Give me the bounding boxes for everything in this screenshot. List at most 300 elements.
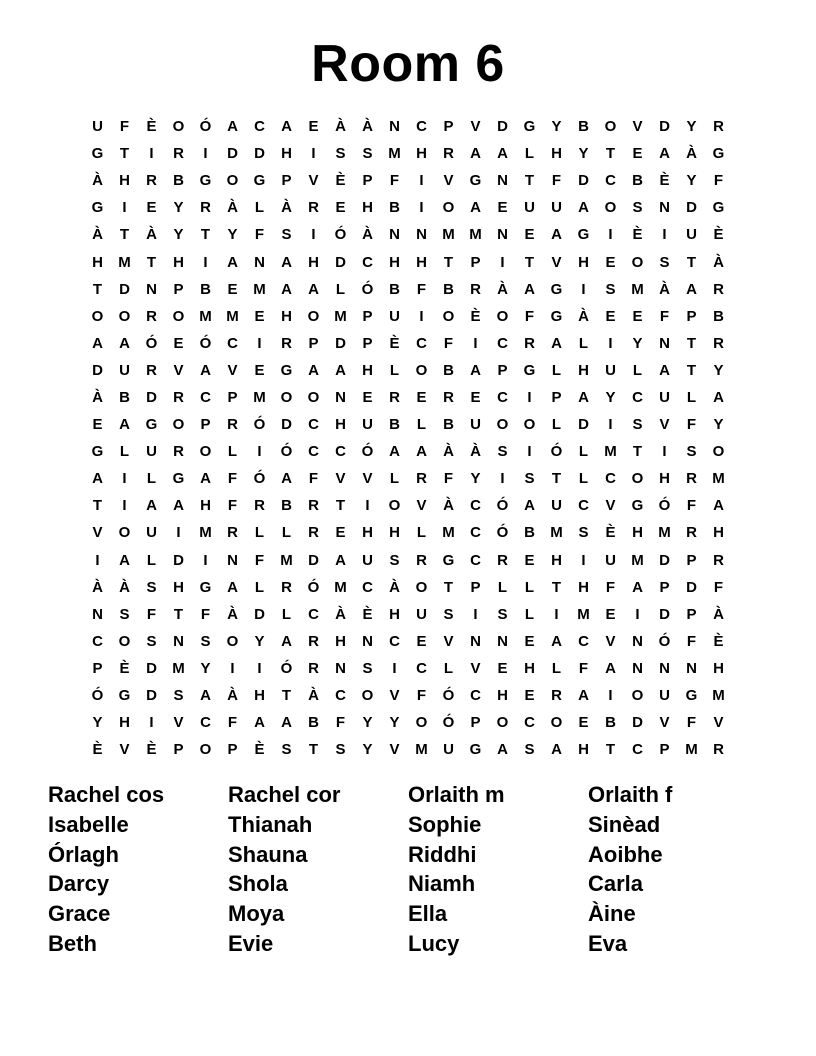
grid-letter: B <box>200 280 211 298</box>
grid-letter: A <box>200 470 211 488</box>
grid-letter: È <box>659 172 670 190</box>
grid-letter: V <box>443 172 454 190</box>
grid-letter: H <box>173 578 184 596</box>
grid-letter: I <box>257 443 262 461</box>
grid-letter: S <box>281 226 292 244</box>
grid-letter: R <box>470 280 481 298</box>
grid-letter: P <box>173 741 184 759</box>
grid-letter: L <box>281 524 292 542</box>
grid-letter: È <box>632 226 643 244</box>
grid-letter: A <box>281 714 292 732</box>
grid-letter: C <box>254 118 265 136</box>
grid-letter: E <box>362 388 373 406</box>
grid-row <box>84 655 732 682</box>
grid-letter: A <box>686 280 697 298</box>
grid-letter: I <box>473 334 478 352</box>
grid-letter: H <box>335 632 346 650</box>
grid-letter: R <box>713 334 724 352</box>
grid-letter: O <box>118 524 131 542</box>
grid-letter: O <box>712 443 725 461</box>
word-list-item: Shola <box>228 871 288 897</box>
grid-letter: P <box>659 741 670 759</box>
grid-letter: T <box>200 226 211 244</box>
grid-letter: C <box>308 443 319 461</box>
grid-letter: A <box>146 497 157 515</box>
grid-letter: E <box>92 416 103 434</box>
grid-letter: O <box>523 416 536 434</box>
grid-letter: H <box>416 253 427 271</box>
grid-letter: V <box>605 497 616 515</box>
grid-letter: M <box>442 524 455 542</box>
grid-letter: P <box>200 416 211 434</box>
grid-letter: R <box>308 497 319 515</box>
grid-letter: U <box>119 361 130 379</box>
grid-letter: U <box>524 199 535 217</box>
grid-letter: Ó <box>658 632 671 650</box>
grid-letter: A <box>470 199 481 217</box>
grid-letter: G <box>550 307 563 325</box>
grid-letter: M <box>577 605 590 623</box>
grid-letter: D <box>335 334 346 352</box>
grid-letter: À <box>227 605 238 623</box>
grid-letter: D <box>632 714 643 732</box>
grid-letter: M <box>712 687 725 705</box>
grid-letter: V <box>389 687 400 705</box>
grid-letter: F <box>254 551 265 569</box>
grid-letter: T <box>686 334 697 352</box>
grid-letter: F <box>686 497 697 515</box>
grid-letter: O <box>361 687 374 705</box>
grid-letter: O <box>415 714 428 732</box>
grid-letter: O <box>118 632 131 650</box>
grid-letter: C <box>389 632 400 650</box>
grid-row <box>84 357 732 384</box>
word-list-item: Orlaith m <box>408 782 505 807</box>
grid-letter: F <box>227 714 238 732</box>
grid-letter: È <box>389 334 400 352</box>
grid-letter: A <box>389 443 400 461</box>
grid-letter: E <box>605 307 616 325</box>
grid-letter: E <box>146 199 157 217</box>
grid-letter: Y <box>173 199 184 217</box>
grid-letter: B <box>632 172 643 190</box>
grid-letter: V <box>173 361 184 379</box>
grid-letter: F <box>443 334 454 352</box>
grid-letter: À <box>362 226 373 244</box>
grid-letter: À <box>713 605 724 623</box>
grid-letter: À <box>146 226 157 244</box>
grid-letter: S <box>389 551 400 569</box>
grid-letter: C <box>578 632 589 650</box>
grid-letter: V <box>659 714 670 732</box>
grid-letter: D <box>578 172 589 190</box>
grid-letter: A <box>92 334 103 352</box>
grid-letter: I <box>203 253 208 271</box>
grid-letter: I <box>500 470 505 488</box>
grid-letter: T <box>119 145 130 163</box>
grid-letter: B <box>713 307 724 325</box>
grid-letter: D <box>497 118 508 136</box>
grid-letter: I <box>608 687 613 705</box>
grid-letter: T <box>524 172 535 190</box>
grid-letter: F <box>686 416 697 434</box>
grid-letter: D <box>173 551 184 569</box>
grid-letter: C <box>605 470 616 488</box>
grid-letter: N <box>227 551 238 569</box>
grid-letter: Ó <box>199 118 212 136</box>
grid-letter: À <box>389 578 400 596</box>
grid-letter: B <box>389 416 400 434</box>
grid-letter: Ó <box>550 443 563 461</box>
grid-letter: U <box>389 307 400 325</box>
grid-row <box>84 709 732 736</box>
grid-letter: G <box>523 361 536 379</box>
grid-letter: I <box>527 443 532 461</box>
grid-letter: S <box>497 443 508 461</box>
grid-letter: À <box>335 605 346 623</box>
grid-row <box>84 330 732 357</box>
word-list-item: Shauna <box>228 841 308 867</box>
grid-letter: F <box>578 659 589 677</box>
grid-letter: R <box>227 416 238 434</box>
grid-letter: O <box>604 199 617 217</box>
grid-letter: G <box>442 551 455 569</box>
grid-letter: A <box>92 470 103 488</box>
grid-letter: R <box>416 551 427 569</box>
grid-letter: E <box>497 659 508 677</box>
grid-letter: C <box>335 443 346 461</box>
grid-letter: H <box>389 253 400 271</box>
grid-letter: C <box>308 416 319 434</box>
grid-letter: Y <box>605 388 616 406</box>
grid-letter: R <box>146 307 157 325</box>
grid-letter: L <box>227 443 238 461</box>
grid-letter: L <box>632 361 643 379</box>
grid-letter: L <box>497 578 508 596</box>
grid-letter: F <box>119 118 130 136</box>
grid-letter: R <box>281 334 292 352</box>
grid-letter: B <box>389 280 400 298</box>
grid-row <box>84 601 732 628</box>
grid-letter: M <box>199 524 212 542</box>
grid-letter: T <box>551 470 562 488</box>
grid-letter: A <box>254 714 265 732</box>
grid-letter: G <box>469 172 482 190</box>
word-list-item: Moya <box>228 901 285 927</box>
grid-letter: À <box>92 226 103 244</box>
grid-letter: S <box>146 632 157 650</box>
grid-letter: G <box>91 199 104 217</box>
grid-letter: F <box>227 497 238 515</box>
grid-letter: N <box>389 226 400 244</box>
grid-letter: H <box>200 497 211 515</box>
grid-letter: I <box>311 145 316 163</box>
grid-letter: L <box>443 659 454 677</box>
grid-letter: C <box>497 334 508 352</box>
grid-letter: R <box>551 687 562 705</box>
grid-letter: O <box>550 714 563 732</box>
grid-letter: Ó <box>658 497 671 515</box>
grid-letter: F <box>443 470 454 488</box>
grid-letter: H <box>578 741 589 759</box>
grid-row <box>84 438 732 465</box>
grid-letter: D <box>254 145 265 163</box>
grid-letter: T <box>605 741 616 759</box>
grid-letter: À <box>92 578 103 596</box>
grid-letter: P <box>686 551 697 569</box>
grid-letter: A <box>551 334 562 352</box>
grid-letter: I <box>365 497 370 515</box>
word-list-item: Thianah <box>228 811 313 837</box>
grid-letter: I <box>419 199 424 217</box>
grid-letter: R <box>146 361 157 379</box>
grid-letter: G <box>631 497 644 515</box>
grid-letter: T <box>335 497 346 515</box>
grid-letter: F <box>713 578 724 596</box>
grid-letter: F <box>146 605 157 623</box>
grid-letter: G <box>469 741 482 759</box>
grid-letter: S <box>524 741 535 759</box>
grid-letter: F <box>308 470 319 488</box>
grid-letter: A <box>524 280 535 298</box>
grid-letter: A <box>281 253 292 271</box>
grid-letter: O <box>631 470 644 488</box>
grid-letter: D <box>254 605 265 623</box>
grid-letter: A <box>281 118 292 136</box>
grid-row <box>84 411 732 438</box>
grid-letter: B <box>308 714 319 732</box>
grid-letter: I <box>419 307 424 325</box>
grid-letter: R <box>686 524 697 542</box>
grid-letter: P <box>227 388 238 406</box>
grid-letter: Y <box>551 118 562 136</box>
grid-letter: È <box>470 307 481 325</box>
grid-letter: C <box>335 687 346 705</box>
grid-letter: I <box>419 172 424 190</box>
grid-letter: D <box>659 551 670 569</box>
grid-letter: L <box>524 578 535 596</box>
grid-row <box>84 628 732 655</box>
grid-letter: M <box>415 741 428 759</box>
grid-letter: C <box>416 118 427 136</box>
grid-letter: È <box>605 524 616 542</box>
grid-letter: G <box>199 578 212 596</box>
grid-letter: A <box>119 334 130 352</box>
word-list-item: Darcy <box>48 871 110 897</box>
grid-letter: I <box>122 497 127 515</box>
grid-letter: U <box>659 687 670 705</box>
grid-letter: C <box>92 632 103 650</box>
grid-letter: T <box>443 253 454 271</box>
grid-letter: O <box>226 172 239 190</box>
grid-letter: E <box>173 334 184 352</box>
grid-letter: G <box>145 416 158 434</box>
grid-letter: È <box>254 741 265 759</box>
grid-letter: I <box>608 226 613 244</box>
grid-letter: A <box>227 118 238 136</box>
grid-letter: È <box>713 632 724 650</box>
grid-letter: Y <box>389 714 400 732</box>
grid-letter: P <box>551 388 562 406</box>
grid-letter: C <box>497 388 508 406</box>
grid-letter: O <box>199 741 212 759</box>
grid-letter: A <box>281 632 292 650</box>
grid-letter: N <box>335 659 346 677</box>
grid-letter: B <box>119 388 130 406</box>
grid-letter: A <box>659 361 670 379</box>
grid-letter: S <box>362 659 373 677</box>
grid-letter: O <box>307 388 320 406</box>
grid-letter: F <box>389 172 400 190</box>
grid-letter: H <box>551 551 562 569</box>
grid-letter: N <box>632 659 643 677</box>
grid-row <box>84 492 732 519</box>
grid-letter: P <box>686 307 697 325</box>
grid-letter: S <box>362 145 373 163</box>
grid-letter: T <box>308 741 319 759</box>
grid-letter: B <box>605 714 616 732</box>
grid-letter: Ó <box>280 659 293 677</box>
grid-letter: È <box>713 226 724 244</box>
grid-letter: P <box>362 334 373 352</box>
grid-letter: U <box>146 443 157 461</box>
grid-letter: A <box>578 199 589 217</box>
grid-letter: A <box>497 145 508 163</box>
grid-letter: È <box>146 118 157 136</box>
grid-letter: R <box>497 551 508 569</box>
grid-letter: U <box>146 524 157 542</box>
grid-letter: S <box>119 605 130 623</box>
grid-letter: U <box>551 199 562 217</box>
grid-letter: F <box>686 632 697 650</box>
grid-letter: À <box>227 199 238 217</box>
grid-letter: L <box>254 578 265 596</box>
grid-letter: G <box>712 145 725 163</box>
grid-letter: L <box>389 361 400 379</box>
grid-letter: E <box>632 307 643 325</box>
grid-letter: I <box>149 145 154 163</box>
grid-letter: U <box>659 388 670 406</box>
grid-letter: O <box>442 199 455 217</box>
grid-letter: V <box>605 632 616 650</box>
grid-letter: V <box>308 172 319 190</box>
grid-letter: O <box>604 118 617 136</box>
grid-letter: Y <box>686 172 697 190</box>
grid-letter: Ó <box>199 334 212 352</box>
grid-letter: A <box>632 578 643 596</box>
grid-letter: À <box>578 307 589 325</box>
grid-letter: C <box>416 659 427 677</box>
grid-letter: V <box>470 118 481 136</box>
grid-letter: H <box>713 524 724 542</box>
grid-letter: T <box>119 226 130 244</box>
grid-letter: O <box>631 253 644 271</box>
grid-letter: N <box>659 659 670 677</box>
grid-letter: A <box>416 443 427 461</box>
grid-letter: A <box>227 578 238 596</box>
grid-letter: R <box>713 551 724 569</box>
grid-letter: D <box>281 416 292 434</box>
grid-letter: R <box>173 443 184 461</box>
grid-row <box>84 682 732 709</box>
grid-letter: H <box>632 524 643 542</box>
grid-letter: S <box>173 687 184 705</box>
grid-letter: R <box>173 145 184 163</box>
grid-letter: H <box>578 578 589 596</box>
grid-letter: A <box>713 388 724 406</box>
grid-letter: E <box>470 388 481 406</box>
grid-letter: F <box>524 307 535 325</box>
grid-letter: U <box>362 416 373 434</box>
grid-letter: R <box>524 334 535 352</box>
grid-letter: O <box>280 388 293 406</box>
grid-letter: C <box>470 497 481 515</box>
grid-letter: R <box>713 741 724 759</box>
grid-letter: R <box>308 199 319 217</box>
grid-letter: D <box>119 280 130 298</box>
grid-letter: C <box>227 334 238 352</box>
grid-letter: Ó <box>361 443 374 461</box>
grid-letter: M <box>388 145 401 163</box>
grid-letter: O <box>415 361 428 379</box>
grid-letter: N <box>335 388 346 406</box>
grid-letter: S <box>686 443 697 461</box>
grid-letter: H <box>659 470 670 488</box>
grid-row <box>84 465 732 492</box>
grid-letter: I <box>581 280 586 298</box>
grid-letter: N <box>254 253 265 271</box>
grid-letter: H <box>254 687 265 705</box>
grid-letter: I <box>149 714 154 732</box>
grid-letter: Y <box>254 632 265 650</box>
grid-letter: C <box>578 497 589 515</box>
grid-letter: O <box>631 687 644 705</box>
grid-letter: I <box>635 605 640 623</box>
grid-letter: À <box>227 687 238 705</box>
grid-letter: Y <box>713 416 724 434</box>
grid-letter: F <box>254 226 265 244</box>
grid-letter: P <box>470 253 481 271</box>
grid-letter: Y <box>686 118 697 136</box>
grid-letter: C <box>362 253 373 271</box>
grid-letter: D <box>335 253 346 271</box>
grid-letter: Y <box>92 714 103 732</box>
grid-letter: B <box>443 416 454 434</box>
word-list-item: Eva <box>588 930 628 956</box>
grid-row <box>84 140 732 167</box>
grid-letter: Y <box>173 226 184 244</box>
grid-letter: T <box>686 253 697 271</box>
grid-letter: H <box>362 524 373 542</box>
grid-letter: O <box>496 307 509 325</box>
word-list-item: Lucy <box>408 930 460 956</box>
grid-letter: E <box>605 605 616 623</box>
grid-letter: G <box>91 443 104 461</box>
grid-letter: M <box>469 226 482 244</box>
grid-letter: I <box>662 443 667 461</box>
grid-letter: E <box>524 632 535 650</box>
grid-letter: L <box>551 416 562 434</box>
grid-letter: E <box>578 714 589 732</box>
grid-letter: H <box>551 145 562 163</box>
grid-letter: P <box>173 280 184 298</box>
grid-letter: T <box>551 578 562 596</box>
grid-letter: H <box>416 145 427 163</box>
grid-letter: S <box>578 524 589 542</box>
grid-letter: T <box>605 145 616 163</box>
grid-letter: N <box>92 605 103 623</box>
grid-letter: I <box>608 416 613 434</box>
